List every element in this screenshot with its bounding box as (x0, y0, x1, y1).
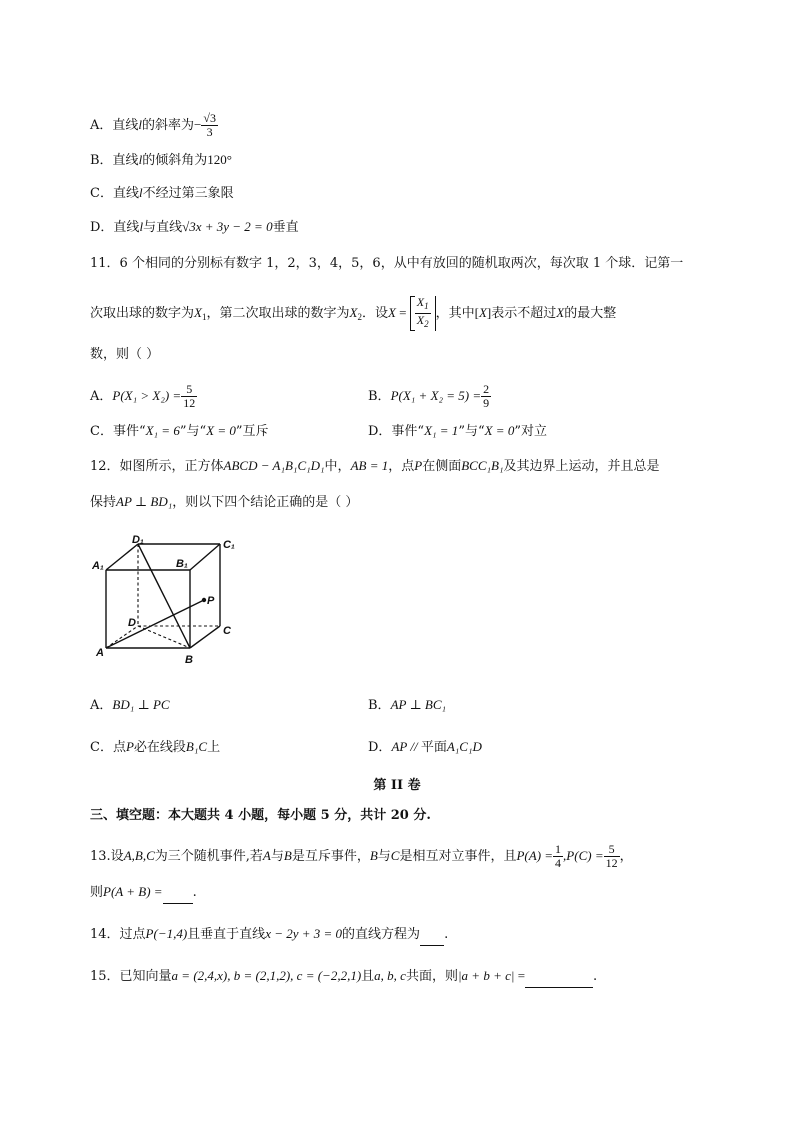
period: . (192, 885, 197, 900)
line-equation: x − 2y + 3 = 0 (265, 926, 343, 941)
label-b: B (185, 654, 193, 666)
prob-a-plus-b: P(A + B) = (103, 884, 163, 899)
q11-option-b (368, 383, 491, 410)
hidden-edge-db (138, 626, 190, 648)
edge-b1c1 (190, 544, 220, 570)
subscript: 1 (201, 312, 207, 322)
q15-text: 共面，则 (405, 969, 458, 984)
connector-text: ”与“ (458, 424, 485, 439)
option-end: ”互斥 (235, 424, 269, 439)
perpendicular-expr: AP ⊥ BD₁ (116, 494, 173, 509)
q12-text: 及其边界上运动，并且总是 (503, 459, 660, 474)
fraction-numerator: 5 (604, 843, 620, 857)
option-a-text: 的斜率为 (142, 118, 195, 133)
q11-text: ．设 (361, 306, 388, 321)
q10-option-c (90, 183, 234, 204)
q11-option-c (90, 421, 269, 442)
cube-figure (92, 534, 252, 670)
option-d-text: 与直线 (143, 220, 183, 235)
option-b-prefix: B．直线 (90, 153, 139, 168)
label-c: C (223, 625, 231, 637)
option-label: B． (368, 389, 391, 404)
fraction-denominator: $X_2$ (416, 313, 429, 329)
face-name: BCC₁B₁ (461, 458, 504, 473)
q11-text: ，第二次取出球的数字为 (206, 306, 350, 321)
q14-text: 且垂直于直线 (187, 927, 266, 942)
q11-option-a (90, 383, 197, 410)
option-label: D． (368, 740, 392, 755)
option-expr: AP // (391, 739, 421, 754)
equals: = (517, 968, 526, 983)
event-expr: X = 0 (484, 423, 515, 438)
q10-option-d (90, 217, 299, 238)
var-x: X (478, 305, 487, 320)
event-c: C (390, 848, 400, 863)
q11-text: 次取出球的数字为 (90, 306, 195, 321)
math-l: l (139, 219, 144, 234)
prob-a: P(A) = (516, 848, 554, 863)
q13-line1 (90, 843, 633, 870)
point-p: P(−1,4) (145, 926, 188, 941)
q13-line2 (90, 882, 197, 904)
point-p-dot (202, 598, 206, 602)
option-end: ”对立 (514, 424, 547, 439)
event-b: B (283, 848, 292, 863)
option-expr: BD₁ ⊥ PC (112, 697, 170, 712)
event-expr: X₁ = 1 (424, 423, 459, 438)
fraction-5-12 (181, 383, 197, 410)
label-a: A (96, 647, 104, 659)
subscript: 2 (357, 312, 362, 322)
probability-expr: P(X₁ + X₂ = 5) = (390, 388, 482, 403)
fraction-sqrt3-over-3 (201, 112, 218, 139)
q12-option-c (90, 737, 220, 758)
label-c1: C₁ (223, 539, 235, 551)
cube-name: ABCD − A₁B₁C₁D₁ (223, 458, 325, 473)
q11-option-d (368, 421, 547, 442)
option-b-text: 的倾斜角为 (142, 153, 208, 168)
q12-option-d (368, 737, 482, 758)
section-title: 第 II 卷 (373, 778, 421, 793)
segment-name: B₁C (185, 739, 208, 754)
q11-text: ，其中 (435, 306, 475, 321)
q13-text: 是相互对立事件，且 (399, 849, 517, 864)
q14-text: 的直线方程为 (342, 927, 421, 942)
line-equation: √3x + 3y − 2 = 0 (182, 219, 273, 234)
fraction-numerator: 1 (555, 842, 562, 856)
var-x: X (387, 305, 396, 320)
q13-text: 为三个随机事件,若 (154, 849, 263, 864)
option-a-prefix: A．直线 (90, 118, 139, 133)
q12-text: 在侧面 (422, 459, 462, 474)
q11-line2: 次取出球的数字为$X_1$，第二次取出球的数字为$X_2$．设X = $\frac{X_1}{X_2}$ ，其中[X]表示不超过X的最大整 (90, 295, 617, 329)
period: . (444, 927, 449, 942)
q14-line (90, 924, 448, 946)
option-d-end: 垂直 (272, 220, 299, 235)
period: . (593, 969, 598, 984)
fraction-denominator: 3 (206, 125, 213, 139)
point-p: P (125, 739, 134, 754)
q11-text: 的最大整 (564, 306, 617, 321)
fraction-numerator: 2 (483, 382, 490, 396)
q15-text: 且 (361, 969, 375, 984)
q12-text: 12．如图所示，正方体 (90, 459, 224, 474)
q13-text: ， (619, 849, 633, 864)
option-c-prefix: C．直线 (90, 186, 139, 201)
fraction-numerator: $X_1$ (415, 296, 431, 314)
var-x1: X (194, 305, 202, 320)
q12-line1 (90, 456, 659, 477)
q10-option-b (90, 150, 232, 171)
fraction-denominator: 12 (605, 856, 618, 870)
q15-text: 15．已知向量 (90, 969, 172, 984)
vector-list: a, b, c (374, 968, 406, 983)
option-label: A． (90, 698, 113, 713)
fraction-numerator: √3 (203, 111, 216, 125)
event-expr: X = 0 (206, 423, 236, 438)
q15-line (90, 966, 597, 988)
fraction-denominator: 9 (483, 396, 490, 410)
q13-text: 则 (90, 885, 104, 900)
edge-length: AB = 1 (350, 458, 389, 473)
q10-option-a (90, 112, 218, 139)
section-heading: 三、填空题：本大题共 4 小题，每小题 5 分，共计 20 分. (90, 808, 431, 823)
label-b1: B₁ (176, 558, 188, 570)
label-p: P (207, 595, 215, 607)
answer-blank[interactable] (525, 967, 593, 988)
q13-text: 与 (377, 849, 391, 864)
prob-c: ,P(C) = (563, 848, 604, 863)
option-label: B． (368, 698, 391, 713)
fraction-1-4 (553, 843, 563, 870)
option-expr: AP ⊥ BC₁ (390, 697, 447, 712)
var-x2: X (349, 305, 358, 320)
option-label: C．事件“ (90, 424, 146, 439)
fraction-numerator: 5 (181, 383, 197, 397)
option-end: 上 (207, 740, 221, 755)
event-b: B (369, 848, 378, 863)
fraction-denominator: 12 (183, 396, 196, 410)
answer-blank[interactable] (163, 883, 193, 904)
point-p: P (414, 458, 423, 473)
probability-expr: P(X₁ > X₂) = (112, 388, 182, 403)
plane-name: A₁C₁D (446, 739, 482, 754)
label-d: D (128, 617, 136, 629)
minus-sign: − (194, 117, 202, 132)
option-d-prefix: D．直线 (90, 220, 140, 235)
option-label: A． (90, 389, 113, 404)
q12-option-a (90, 695, 170, 716)
q13-text: 与 (270, 849, 284, 864)
q11-line1: 11．6 个相同的分别标有数字 1，2，3，4，5，6，从中有放回的随机取两次，每次取 1 个球．记第一 (90, 256, 684, 271)
q14-text: 14．过点 (90, 927, 146, 942)
math-l: l (138, 117, 143, 132)
math-l: l (138, 152, 143, 167)
var-x: X (556, 305, 565, 320)
q13-text: 13.设 (90, 849, 124, 864)
fraction-5-12 (604, 843, 620, 870)
label-a1: A₁ (92, 560, 104, 572)
q13-text: 是互斥事件， (291, 849, 370, 864)
answer-blank[interactable] (420, 925, 444, 946)
fraction-denominator: 4 (555, 856, 562, 870)
vectors: a = (2,4,x), b = (2,1,2), c = (−2,2,1) (171, 968, 362, 983)
option-text: 必在线段 (133, 740, 186, 755)
event-expr: X₁ = 6 (145, 423, 180, 438)
floor-bracket (410, 296, 436, 331)
math-l: l (138, 185, 143, 200)
q12-text: ，则以下四个结论正确的是（ ） (172, 495, 359, 510)
q11-text: 表示不超过 (491, 306, 557, 321)
option-label: C．点 (90, 740, 126, 755)
q12-text: 中， (324, 459, 351, 474)
events: A,B,C (123, 848, 155, 863)
label-d1: D₁ (132, 534, 144, 546)
hidden-edge-ad (106, 626, 138, 648)
option-text: 平面 (420, 740, 447, 755)
option-label: D．事件“ (368, 424, 425, 439)
event-a: A (262, 848, 271, 863)
angle-value: 120° (207, 152, 232, 167)
vector-sum-magnitude: |a + b + c| (457, 968, 515, 983)
edge-a1d1 (106, 544, 138, 570)
edge-bc (190, 626, 220, 648)
q12-text: ，点 (388, 459, 415, 474)
connector-text: ”与“ (179, 424, 207, 439)
fraction-2-9 (481, 383, 491, 410)
q12-option-b (368, 695, 446, 716)
q12-text: 保持 (90, 495, 117, 510)
option-c-text: 不经过第三象限 (142, 186, 234, 201)
q11-line3: 数，则（ ） (90, 347, 160, 362)
q12-line2 (90, 492, 358, 513)
